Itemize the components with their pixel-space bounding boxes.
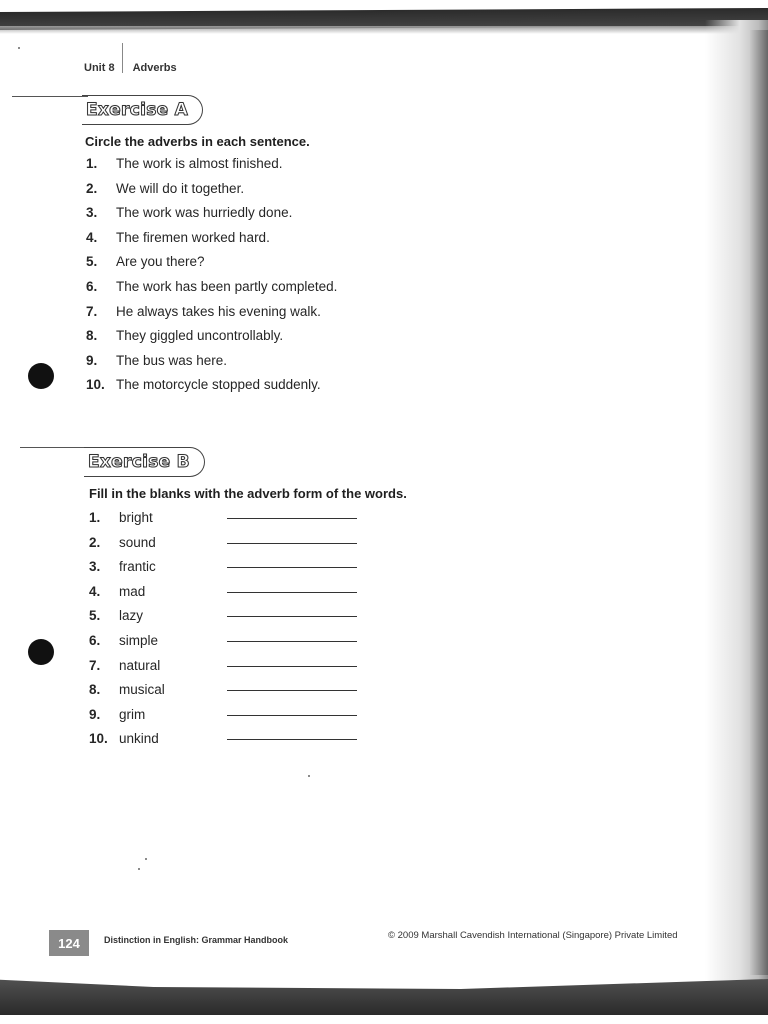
- scan-right-edge: [750, 30, 768, 975]
- exercise-b-heading: [84, 447, 205, 477]
- list-item: 3. frantic: [89, 559, 357, 584]
- exercise-b-rule: [20, 447, 90, 448]
- exercise-a-heading: [82, 95, 203, 125]
- exercise-a-badge: [82, 95, 203, 125]
- list-item: 5. Are you there?: [86, 254, 205, 270]
- list-item: 6. simple: [89, 633, 357, 658]
- answer-blank[interactable]: [227, 715, 357, 716]
- copyright: © 2009 Marshall Cavendish International (Singapore) Private Limited: [388, 930, 678, 941]
- book-title: Distinction in English: Grammar Handbook: [104, 935, 289, 945]
- list-item: 3. The work was hurriedly done.: [86, 205, 293, 221]
- exercise-b-instruction: Fill in the blanks with the adverb form of the words.: [89, 486, 407, 501]
- scan-speck: [18, 47, 20, 49]
- answer-blank[interactable]: [227, 616, 357, 617]
- list-item: 1. The work is almost finished.: [86, 156, 283, 171]
- answer-blank[interactable]: [227, 739, 357, 740]
- scan-bottom-border: [0, 975, 768, 1015]
- list-item: 10. unkind: [89, 731, 357, 756]
- list-item: 8. They giggled uncontrollably.: [86, 328, 284, 344]
- list-item: 4. The firemen worked hard.: [86, 229, 270, 245]
- exercise-a-rule: [12, 96, 88, 97]
- page-header: [84, 53, 177, 83]
- exercise-b-list: [89, 510, 357, 756]
- answer-blank[interactable]: [227, 567, 357, 568]
- list-item: 8. musical: [89, 682, 357, 707]
- scan-speck: [138, 868, 140, 870]
- list-item: 9. The bus was here.: [86, 352, 228, 368]
- exercise-a-instruction: Circle the adverbs in each sentence.: [85, 134, 310, 149]
- exercise-a-title: Exercise A: [86, 100, 189, 120]
- list-item: 5. lazy: [89, 608, 357, 633]
- list-item: 7. natural: [89, 658, 357, 683]
- scan-speck: [308, 775, 310, 777]
- topic-label: Adverbs: [132, 62, 177, 74]
- list-item: 7. He always takes his evening walk.: [86, 303, 321, 319]
- list-item: 6. The work has been partly completed.: [86, 278, 338, 294]
- answer-blank[interactable]: [227, 666, 357, 667]
- page-number: 124: [49, 930, 89, 956]
- answer-blank[interactable]: [227, 518, 357, 519]
- binder-hole: [28, 363, 54, 389]
- list-item: 9. grim: [89, 707, 357, 732]
- answer-blank[interactable]: [227, 592, 357, 593]
- scan-top-shadow: [0, 26, 768, 34]
- scan-speck: [145, 858, 147, 860]
- answer-blank[interactable]: [227, 690, 357, 691]
- list-item: 4. mad: [89, 584, 357, 609]
- exercise-a-list: [86, 156, 416, 402]
- answer-blank[interactable]: [227, 543, 357, 544]
- list-item: 2. sound: [89, 535, 357, 560]
- exercise-b-badge: [84, 447, 205, 477]
- list-item: 10. The motorcycle stopped suddenly.: [86, 377, 321, 393]
- answer-blank[interactable]: [227, 641, 357, 642]
- header-divider: [122, 43, 123, 73]
- list-item: 1. bright: [89, 510, 357, 535]
- list-item: 2. We will do it together.: [86, 180, 245, 196]
- exercise-b-title: Exercise B: [88, 452, 190, 472]
- binder-hole: [28, 639, 54, 665]
- unit-label: Unit 8: [84, 62, 115, 74]
